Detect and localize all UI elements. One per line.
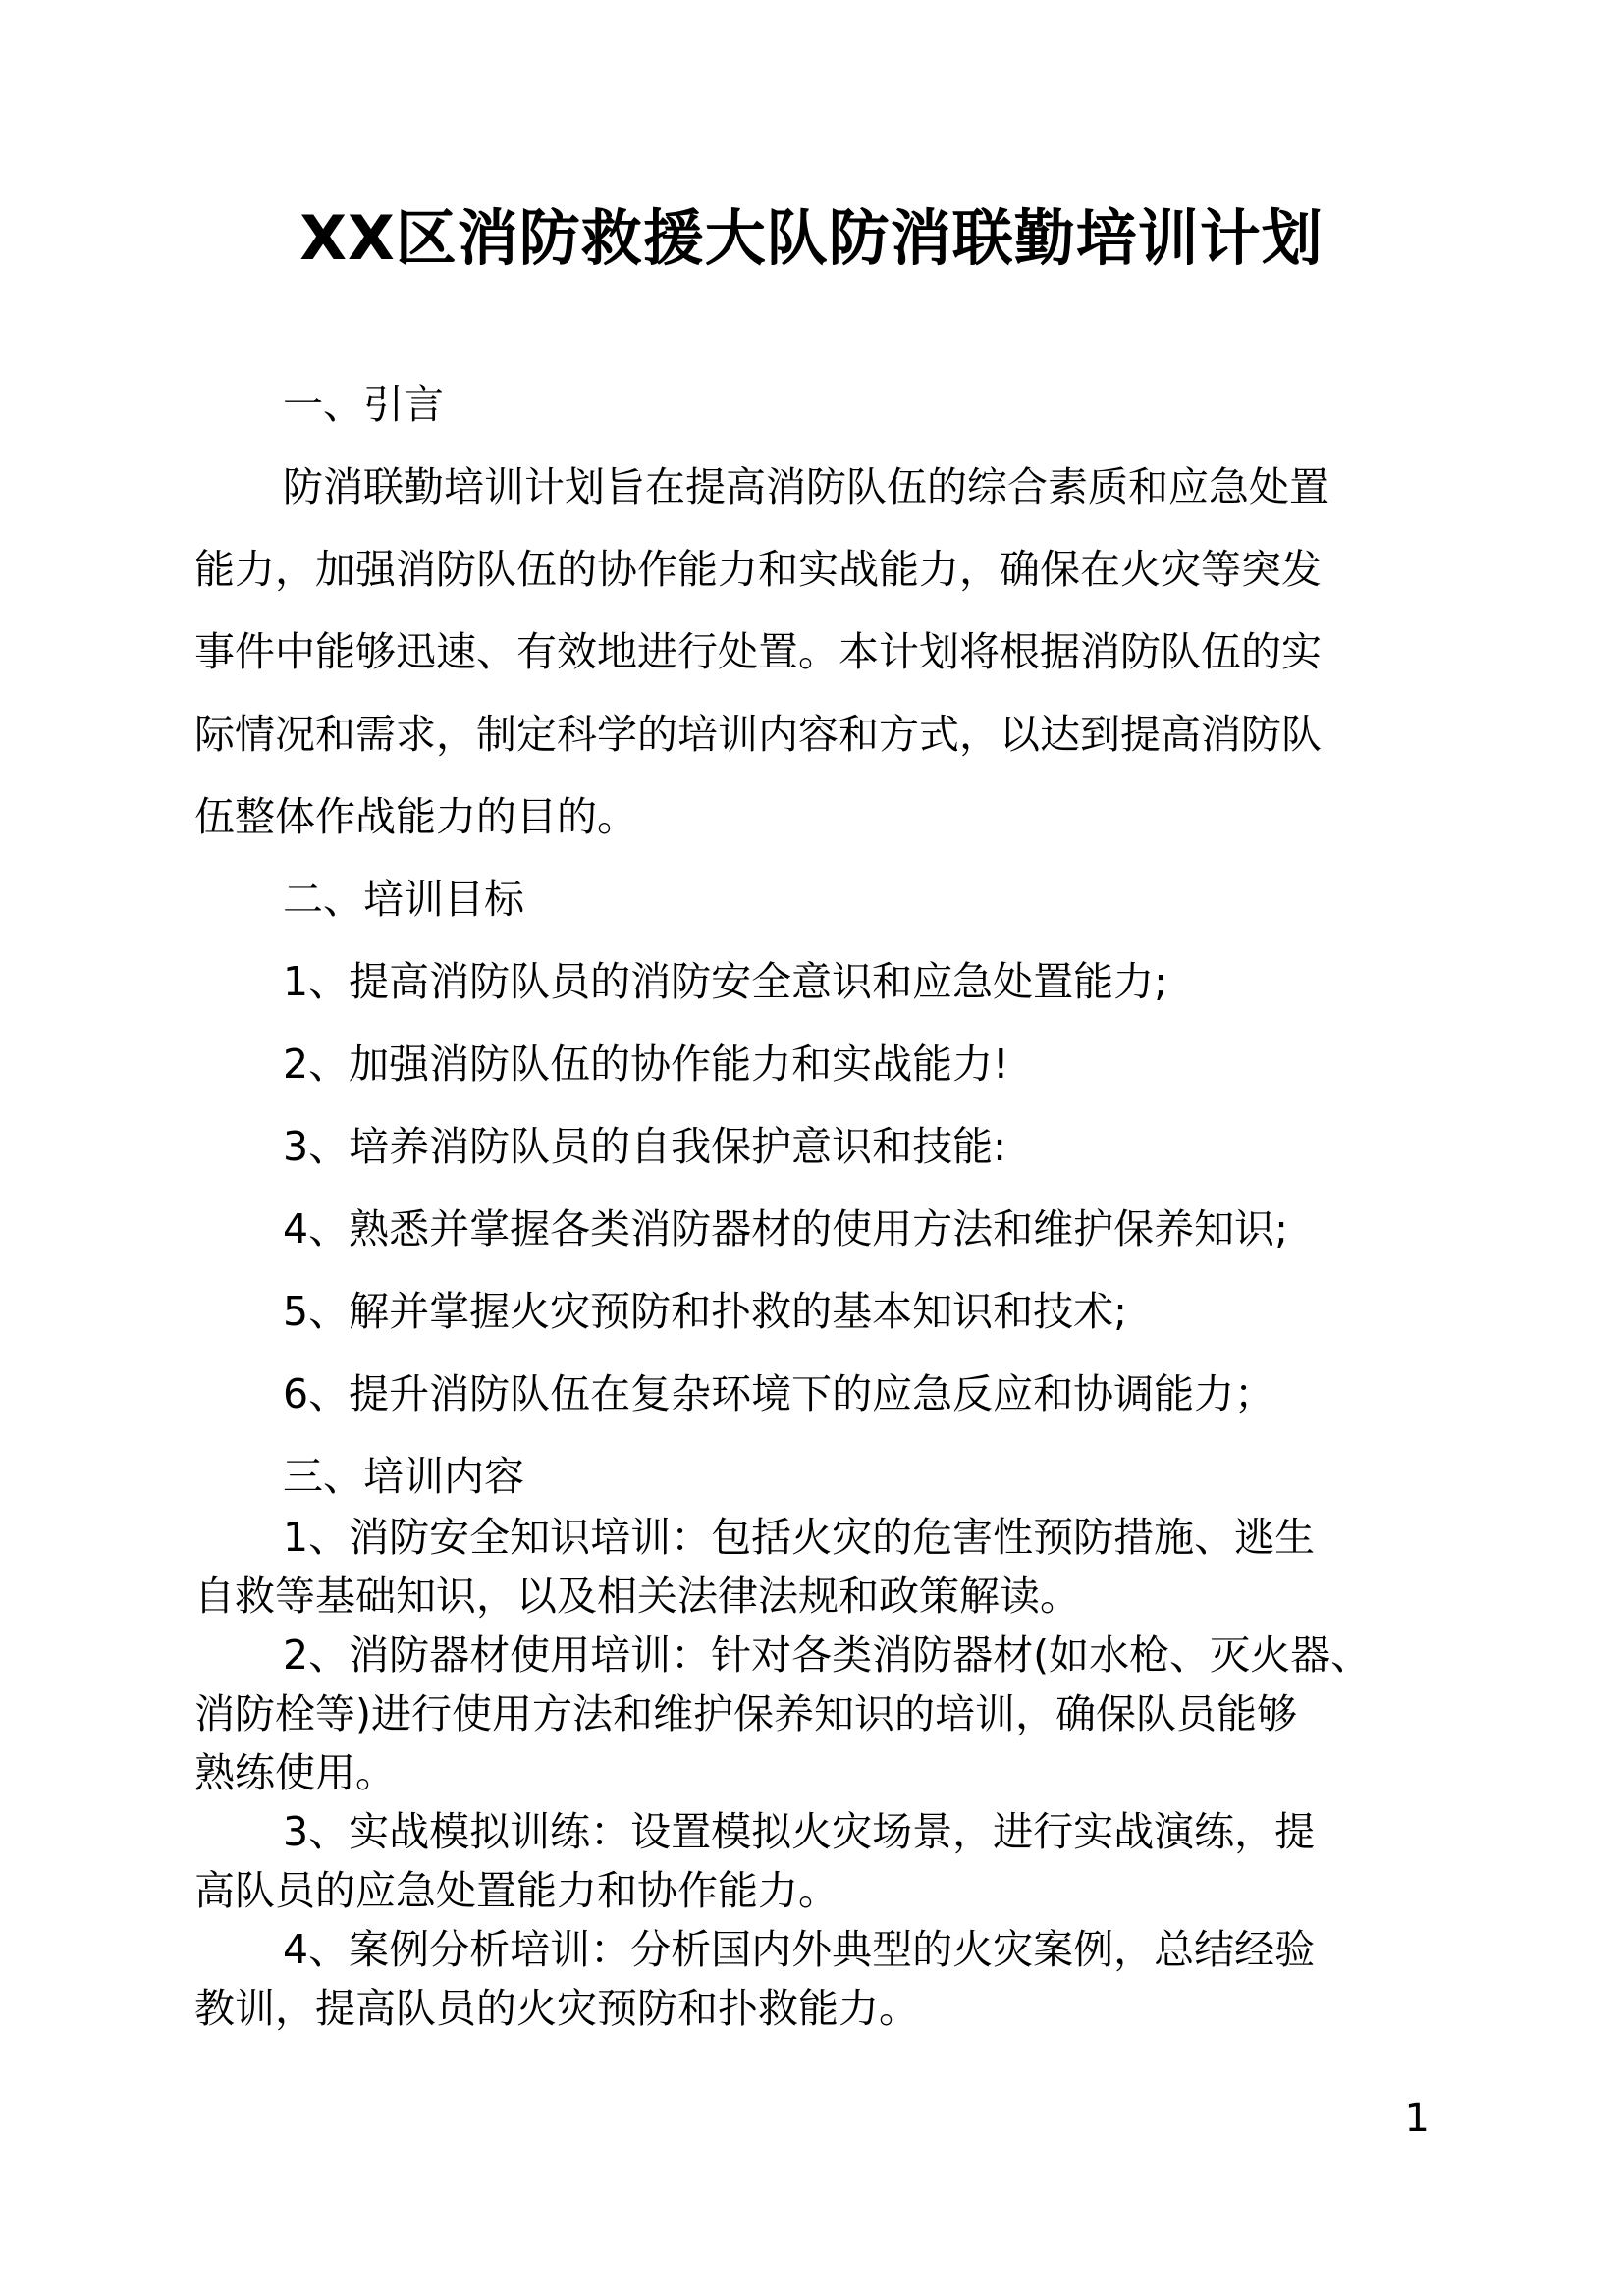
paragraph-line: 2、消防器材使用培训：针对各类消防器材(如水枪、灭火器、 (283, 1631, 1372, 1679)
paragraph-line: 自救等基础知识，以及相关法律法规和政策解读。 (194, 1573, 1080, 1620)
paragraph-line: 事件中能够迅速、有效地进行处置。本计划将根据消防队伍的实 (194, 628, 1322, 675)
list-item: 1、提高消防队员的消防安全意识和应急处置能力; (283, 958, 1167, 1005)
paragraph-line: 能力，加强消防队伍的协作能力和实战能力，确保在火灾等突发 (194, 546, 1322, 593)
section-heading-introduction: 一、引言 (283, 381, 444, 428)
list-item: 2、加强消防队伍的协作能力和实战能力! (283, 1041, 1009, 1088)
paragraph-line: 教训，提高队员的火灾预防和扑救能力。 (194, 1985, 919, 2032)
document-body-lower (194, 1508, 1451, 2038)
paragraph-line: 4、案例分析培训：分析国内外典型的火灾案例，总结经验 (283, 1926, 1316, 1973)
document-body-upper (194, 363, 1451, 1518)
paragraph-line: 际情况和需求，制定科学的培训内容和方式，以达到提高消防队 (194, 711, 1322, 758)
paragraph-line: 高队员的应急处置能力和协作能力。 (194, 1867, 839, 1914)
list-item: 6、提升消防队伍在复杂环境下的应急反应和协调能力； (283, 1370, 1275, 1417)
paragraph-line: 伍整体作战能力的目的。 (194, 793, 637, 840)
paragraph-line: 防消联勤培训计划旨在提高消防队伍的综合素质和应急处置 (283, 463, 1329, 510)
list-item: 5、解并掌握火灾预防和扑救的基本知识和技术; (283, 1288, 1127, 1335)
paragraph-line: 3、实战模拟训练：设置模拟火灾场景，进行实战演练，提 (283, 1808, 1316, 1855)
paragraph-line: 消防栓等)进行使用方法和维护保养知识的培训，确保队员能够 (194, 1690, 1297, 1737)
document-title: XX区消防救援大队防消联勤培训计划 (299, 202, 1324, 274)
section-heading-training-content: 三、培训内容 (283, 1453, 524, 1500)
paragraph-line: 熟练使用。 (194, 1749, 396, 1796)
list-item: 3、培养消防队员的自我保护意识和技能: (283, 1123, 1006, 1170)
page-number: 1 (1404, 2096, 1430, 2141)
section-heading-training-goals: 二、培训目标 (283, 876, 524, 923)
paragraph-line: 1、消防安全知识培训：包括火灾的危害性预防措施、逃生 (283, 1514, 1316, 1561)
list-item: 4、熟悉并掌握各类消防器材的使用方法和维护保养知识; (283, 1205, 1288, 1253)
